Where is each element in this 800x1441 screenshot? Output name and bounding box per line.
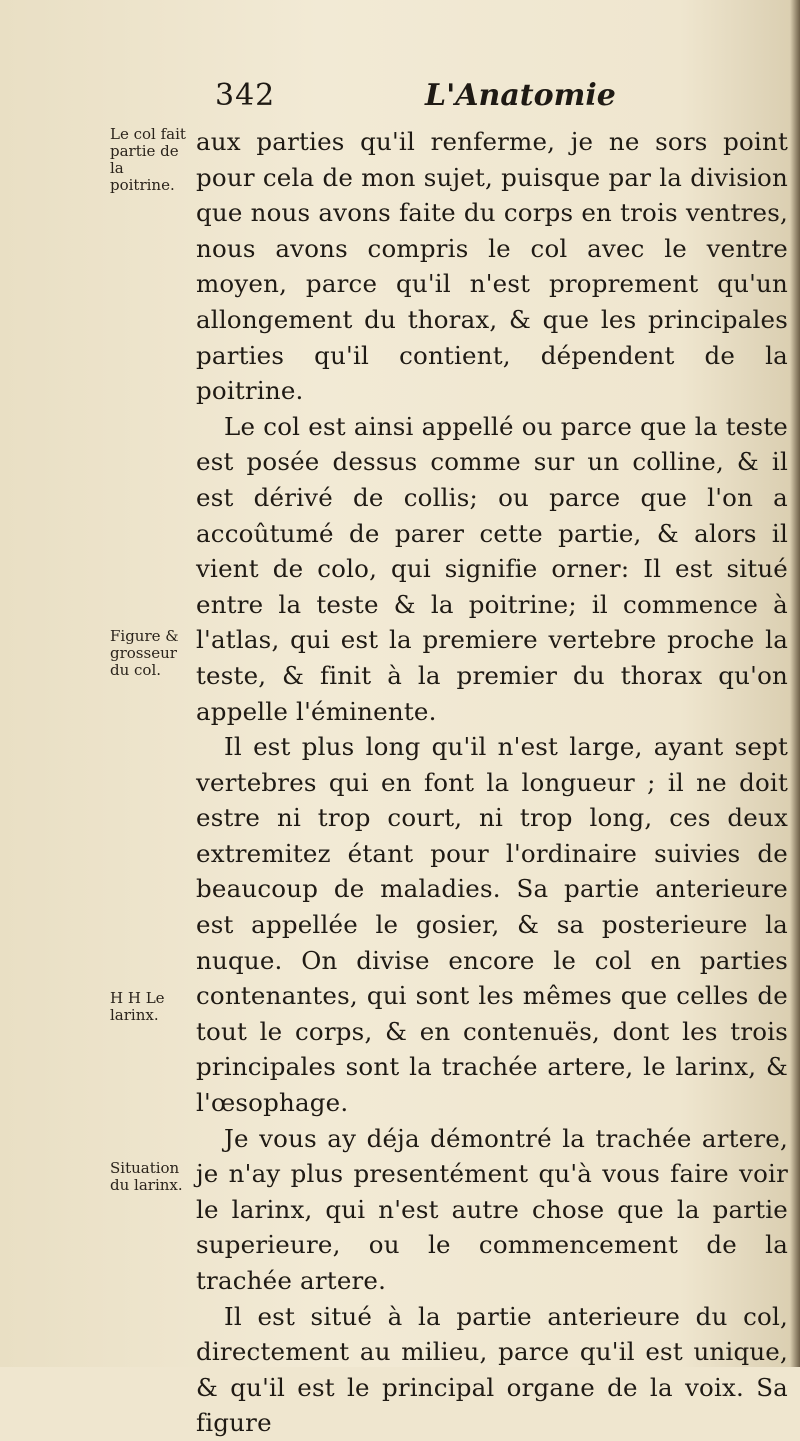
paragraph: Je vous ay déja démontré la trachée artere, je n'ay plus presentément qu'à vous faire voir le larinx, qui n'est autre chose que la partie superieure, ou le commencement de la trachée artere. [196, 1123, 788, 1295]
page-edge-shadow [790, 0, 800, 1367]
page-header [215, 78, 775, 118]
page-number: 342 [215, 78, 276, 113]
paragraph: Le col est ainsi appellé ou parce que la teste est posée dessus comme sur un colline, & il est dérivé de collis; ou parce que l'on a accoûtumé de parer cette partie, & alors il vient de colo, qui signifie orner: Il est situé entre la teste & la poitrine; il commence à l'atlas, qui est la premiere vertebre proche la teste, & finit à la premier du thorax qu'on appelle l'éminente. [196, 411, 788, 726]
margin-note: Figure & grosseur du col. [110, 627, 179, 679]
margin-notes [0, 0, 190, 1367]
margin-note: H H Le larinx. [110, 989, 165, 1024]
margin-note: Le col fait partie de la poitrine. [110, 125, 186, 194]
paragraph: Il est situé à la partie anterieure du col, directement au milieu, parce qu'il est unique, & qu'il est le principal organe de la voix. Sa figure [196, 1301, 788, 1438]
margin-note: Situation du larinx. [110, 1159, 183, 1194]
paragraph: Il est plus long qu'il n'est large, ayant sept vertebres qui en font la longueur ; il ne doit estre ni trop court, ni trop long, ces deux extremitez étant pour l'ordinaire suivies de beaucoup de maladies. Sa partie anterieure est appellée le gosier, & sa posterieure la nuque. On divise encore le col en parties contenantes, qui sont les mêmes que celles de tout le corps, & en contenuës, dont les trois principales sont la trachée artere, le larinx, & l'œsophage. [196, 732, 788, 1118]
running-title: L'Anatomie [425, 78, 616, 113]
paragraph: aux parties qu'il renferme, je ne sors point pour cela de mon sujet, puisque par la division que nous avons faite du corps en trois ventres, nous avons compris le col avec le ventre moyen, parce qu'il n'est proprement qu'un allongement du thorax, & que les principales parties qu'il contient, dépendent de la poitrine. [196, 127, 788, 406]
body-text [196, 124, 788, 1441]
